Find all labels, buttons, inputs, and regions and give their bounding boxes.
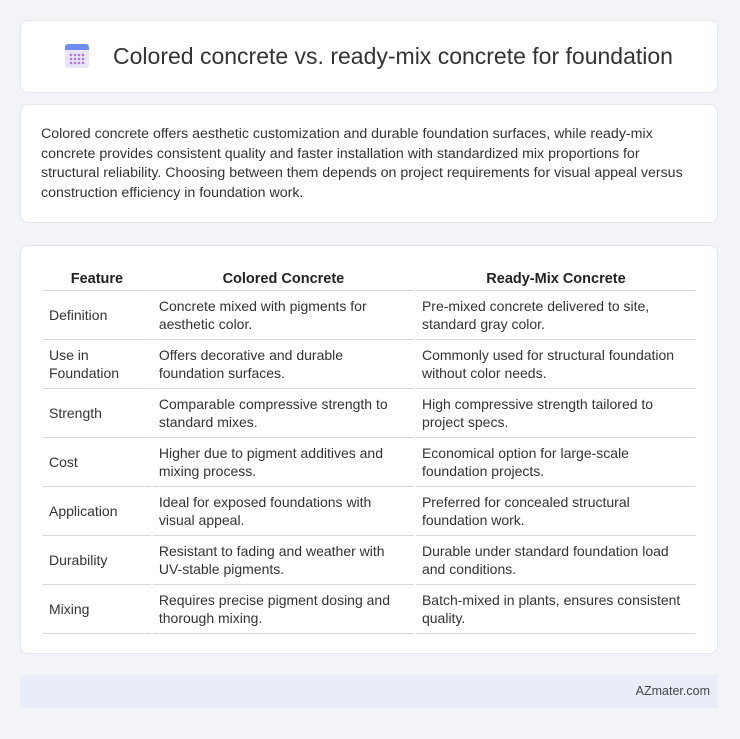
feature-cell: Durability xyxy=(43,536,151,585)
ready-mix-cell: Commonly used for structural foundation without color needs. xyxy=(416,340,696,389)
comparison-table-card xyxy=(20,245,718,654)
colored-cell: Concrete mixed with pigments for aesthetic color. xyxy=(153,291,414,340)
summary-text: Colored concrete offers aesthetic customization and durable foundation surfaces, while ready-mix concrete provides consistent quality and faster installation with standardized mix proportions for structural reliability. Choosing between them depends on project requirements for visual appeal versus construction efficiency in foundation work. xyxy=(41,126,683,201)
footer-brand: AZmater.com xyxy=(635,684,710,698)
colored-cell: Higher due to pigment additives and mixing process. xyxy=(153,438,414,487)
colored-cell: Requires precise pigment dosing and thorough mixing. xyxy=(153,585,414,634)
table-header-row xyxy=(43,266,696,291)
ready-mix-cell: Preferred for concealed structural foundation work. xyxy=(416,487,696,536)
feature-cell: Cost xyxy=(43,438,151,487)
ready-mix-cell: Batch-mixed in plants, ensures consistent quality. xyxy=(416,585,696,634)
table-row xyxy=(43,487,696,536)
comparison-table xyxy=(41,266,698,634)
header-colored-concrete: Colored Concrete xyxy=(153,266,414,291)
colored-cell: Comparable compressive strength to standard mixes. xyxy=(153,389,414,438)
footer xyxy=(20,675,718,708)
ready-mix-cell: Durable under standard foundation load and conditions. xyxy=(416,536,696,585)
table-row xyxy=(43,340,696,389)
table-row xyxy=(43,291,696,340)
table-row xyxy=(43,389,696,438)
header-ready-mix-concrete: Ready-Mix Concrete xyxy=(416,266,696,291)
header-feature: Feature xyxy=(43,266,151,291)
feature-cell: Application xyxy=(43,487,151,536)
colored-cell: Offers decorative and durable foundation surfaces. xyxy=(153,340,414,389)
calendar-icon xyxy=(65,44,89,70)
table-row xyxy=(43,536,696,585)
table-row xyxy=(43,585,696,634)
ready-mix-cell: Pre-mixed concrete delivered to site, standard gray color. xyxy=(416,291,696,340)
ready-mix-cell: High compressive strength tailored to project specs. xyxy=(416,389,696,438)
feature-cell: Strength xyxy=(43,389,151,438)
summary-card xyxy=(20,104,718,223)
page-title: Colored concrete vs. ready-mix concrete for foundation xyxy=(113,43,673,69)
feature-cell: Definition xyxy=(43,291,151,340)
table-row xyxy=(43,438,696,487)
colored-cell: Ideal for exposed foundations with visual appeal. xyxy=(153,487,414,536)
feature-cell: Use in Foundation xyxy=(43,340,151,389)
ready-mix-cell: Economical option for large-scale foundation projects. xyxy=(416,438,696,487)
feature-cell: Mixing xyxy=(43,585,151,634)
colored-cell: Resistant to fading and weather with UV-stable pigments. xyxy=(153,536,414,585)
title-card xyxy=(20,20,718,93)
